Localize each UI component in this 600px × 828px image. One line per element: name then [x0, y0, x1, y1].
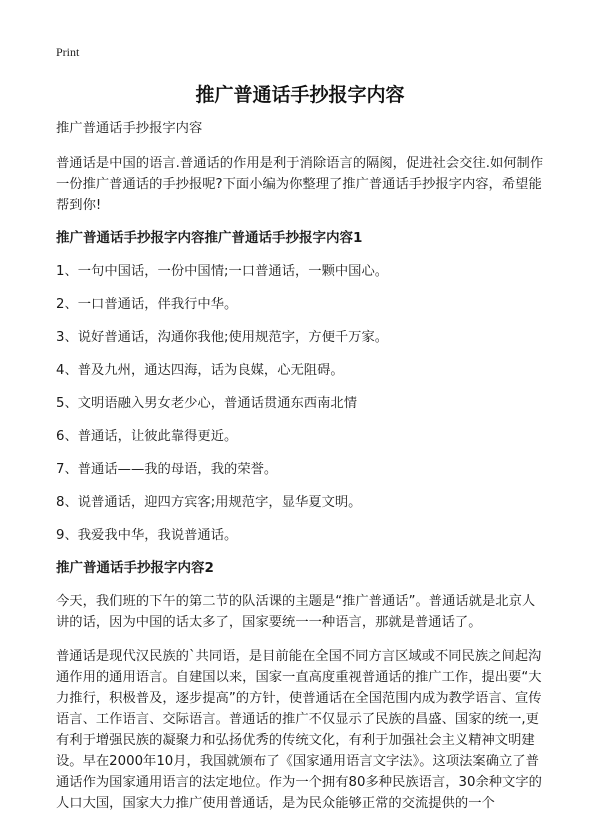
- body-paragraph: 今天，我们班的下午的第二节的队活课的主题是“推广普通话”。普通话就是北京人讲的话，因为中国的话太多了，国家要统一一种语言，那就是普通话了。: [56, 594, 536, 630]
- list-item: 2、一口普通话，伴我行中华。: [56, 297, 238, 312]
- list-item: 4、普及九州，通达四海，话为良媒，心无阻碍。: [56, 363, 344, 378]
- page-title: 推广普通话手抄报字内容: [195, 84, 405, 106]
- article-body: [56, 118, 548, 827]
- list-item: 9、我爱我中华，我说普通话。: [56, 528, 238, 543]
- article-subtitle: 推广普通话手抄报字内容: [56, 121, 203, 136]
- section-2-heading: 推广普通话手抄报字内容2: [56, 560, 214, 576]
- intro-paragraph: 普通话是中国的语言.普通话的作用是利于消除语言的隔阂，促进社会交往.如何制作一份推广普通话的手抄报呢?下面小编为你整理了推广普通话手抄报字内容，希望能帮到你!: [56, 156, 544, 213]
- list-item: 6、普通话，让彼此靠得更近。: [56, 429, 238, 444]
- list-item: 8、说普通话，迎四方宾客;用规范字，显华夏文明。: [56, 495, 362, 510]
- list-item: 3、说好普通话，沟通你我他;使用规范字，方便千万家。: [56, 330, 389, 345]
- list-item: 5、文明语融入男女老少心，普通话贯通东西南北情: [56, 396, 357, 411]
- section-1-heading: 推广普通话手抄报字内容推广普通话手抄报字内容1: [56, 230, 363, 246]
- print-link[interactable]: Print: [56, 45, 80, 59]
- list-item: 1、一句中国话，一份中国情;一口普通话，一颗中国心。: [56, 264, 389, 279]
- body-paragraph: 普通话是现代汉民族的`共同语，是目前能在全国不同方言区域或不同民族之间起沟通作用的通用语言。自建国以来，国家一直高度重视普通话的推广工作，提出要“大力推行，积极普及，逐步提高”的方针，使普通话在全国范围内成为教学语言、宣传语言、工作语言、交际语言。普通话的推广不仅显示了民族的昌盛、国家的统一,更有利于增强民族的凝聚力和弘扬优秀的传统文化，有利于加强社会主义精神文明建设。早在2000年10月，我国就颁布了《国家通用语言文字法》。这项法案确立了普通话作为国家通用语言的法定地位。作为一个拥有80多种民族语言，30余种文字的人口大国，国家大力推广使用普通话，是为民众能够正常的交流提供的一个: [56, 649, 542, 811]
- list-item: 7、普通话——我的母语，我的荣誉。: [56, 462, 278, 477]
